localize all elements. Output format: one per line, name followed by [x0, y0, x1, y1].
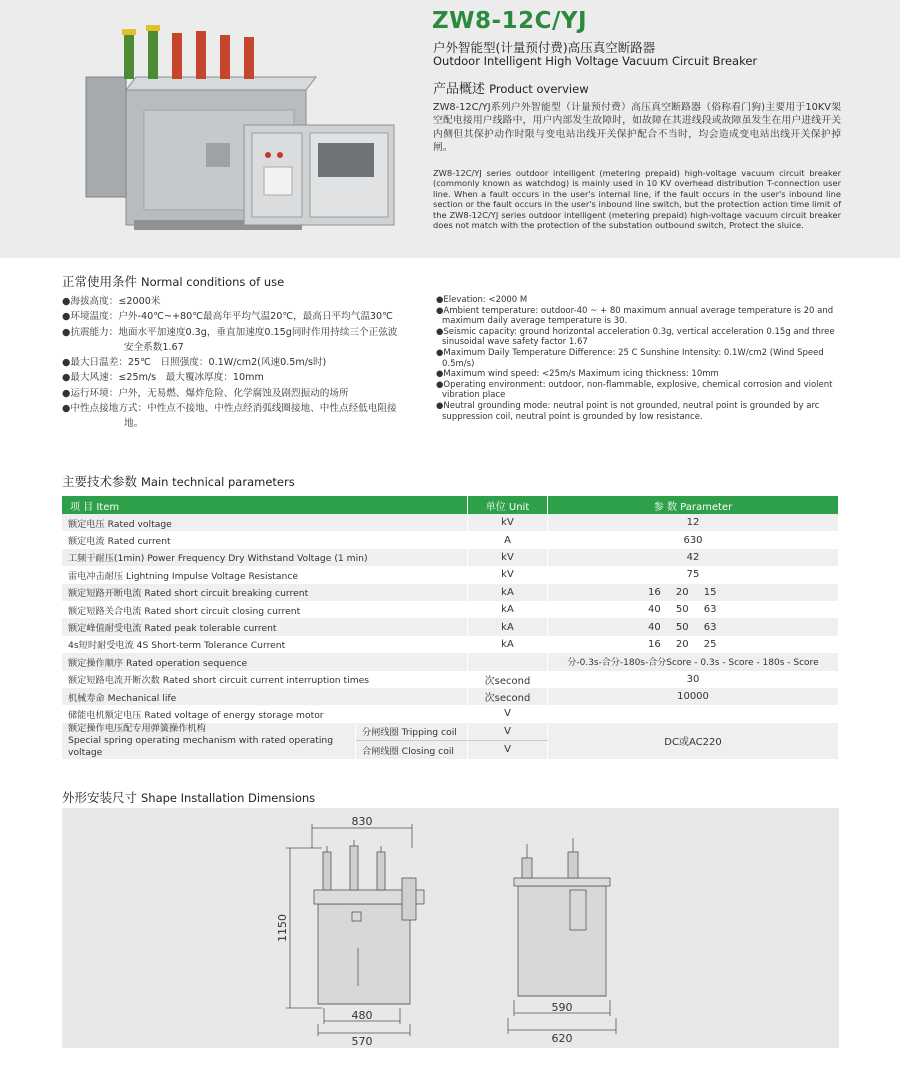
dimensions-heading	[62, 788, 315, 806]
mech-item-cn: 额定操作电压配专用弹簧操作机构	[68, 722, 206, 734]
table-row	[62, 723, 839, 741]
condition-item-en: ●Maximum Daily Temperature Difference: 25 C Sunshine Intensity: 0.1W/cm2 (Wind Speed 0.5m/s)	[436, 347, 824, 369]
row-value: 42	[548, 549, 839, 566]
dim-label-620: 620	[551, 1032, 573, 1045]
row-unit: kA	[468, 618, 548, 635]
row-value-text: 16 20 15	[648, 586, 717, 598]
row-value-text: 16 20 25	[648, 638, 717, 650]
row-item: 额定电流 Rated current	[62, 531, 468, 548]
condition-item-en: ●Neutral grounding mode: neutral point is not grounded, neutral point is grounded by arc suppression coil, neutral point is grounded by low resistance.	[436, 400, 820, 422]
dimension-svg	[62, 808, 839, 1048]
dim-label-480: 480	[351, 1009, 373, 1022]
row-item: 工频干耐压(1min) Power Frequency Dry Withstand Voltage (1 min)	[62, 549, 468, 566]
front-body	[318, 904, 410, 1004]
params-heading	[62, 472, 295, 490]
row-unit: 次second	[468, 688, 548, 705]
row-item: 额定峰值耐受电流 Rated peak tolerable current	[62, 618, 468, 635]
mech-item	[62, 723, 356, 759]
trip-coil-unit: V	[468, 723, 548, 741]
side-cover	[514, 878, 610, 886]
conditions-list-cn	[62, 294, 402, 432]
dimensions-heading-en: Shape Installation Dimensions	[141, 791, 316, 805]
table-row	[62, 514, 839, 531]
condition-item: ●环境温度：户外-40℃~+80℃最高年平均气温20℃，最高日平均气温30℃	[62, 311, 393, 323]
row-value: 12	[548, 514, 839, 531]
condition-item: ●抗震能力：地面水平加速度0.3g，垂直加速度0.15g同时作用持续三个正弦波安全系数1.67	[62, 326, 398, 353]
condition-item: ●运行环境：户外，无易燃、爆炸危险、化学腐蚀及剧烈振动的场所	[62, 387, 349, 399]
row-unit: 次second	[468, 671, 548, 688]
row-value: 10000	[548, 688, 839, 705]
params-heading-cn: 主要技术参数	[62, 474, 138, 489]
col-unit: 单位 Unit	[468, 496, 548, 514]
row-unit: kV	[468, 514, 548, 531]
dim-label-590: 590	[551, 1001, 573, 1014]
col-item: 项 目 Item	[62, 496, 468, 514]
col-value: 参 数 Parameter	[548, 496, 839, 514]
table-row	[62, 653, 839, 670]
table-row	[62, 671, 839, 688]
close-coil-label: 合闸线圈 Closing coil	[356, 741, 468, 759]
row-value	[548, 618, 839, 635]
table-row	[62, 566, 839, 583]
close-coil-unit: V	[468, 741, 548, 759]
row-value	[548, 705, 839, 722]
condition-item-en: ●Ambient temperature: outdoor-40 ~ + 80 maximum annual average temperature is 20 and maximum daily average temperature is 30.	[436, 305, 834, 327]
trip-coil-label: 分闸线圈 Tripping coil	[356, 723, 468, 741]
product-photo	[66, 15, 406, 240]
condition-item: ●最大风速：≤25m/s 最大覆冰厚度：10mm	[62, 372, 264, 384]
table-row	[62, 549, 839, 566]
row-item: 4s短时耐受电流 4S Short-term Tolerance Current	[62, 636, 468, 653]
conditions-list-en	[436, 295, 840, 422]
side-body	[518, 886, 606, 996]
front-side-box	[402, 878, 416, 920]
table-row	[62, 531, 839, 548]
subtitle-en: Outdoor Intelligent High Voltage Vacuum Circuit Breaker	[433, 54, 758, 68]
dim-label-1150: 1150	[276, 914, 289, 942]
row-unit: A	[468, 531, 548, 548]
row-item: 雷电冲击耐压 Lightning Impulse Voltage Resistance	[62, 566, 468, 583]
overview-text-en: ZW8-12C/YJ series outdoor intelligent (metering prepaid) high-voltage vacuum circuit breaker (commonly known as watchdog) is mainly used in 10 KV overhead distribution T-connection user line. When a fault occurs in the user's internal line, if the fault occurs in the user's inbound line section or the fault occurs in the user's inbound line switch, but the protection action time limit of the ZW8-12C/YJ series outdoor intelligent (metering prepaid) high-voltage vacuum circuit breaker does not match with the protection of the substation outbound switch, Protect the sluice.	[433, 168, 841, 231]
conditions-heading	[62, 272, 284, 290]
row-item: 机械寿命 Mechanical life	[62, 688, 468, 705]
row-item: 额定短路电流开断次数 Rated short circuit current interruption times	[62, 671, 468, 688]
condition-item: ●最大日温差：25℃ 日照强度：0.1W/cm2(风速0.5m/s时)	[62, 357, 327, 369]
overview-heading	[433, 78, 589, 97]
row-unit: V	[468, 705, 548, 722]
dimension-drawing	[62, 808, 839, 1048]
side-insulator-1	[522, 858, 532, 878]
params-table	[62, 496, 839, 759]
overview-text-cn: ZW8-12C/YJ系列户外智能型（计量预付费）高压真空断路器（俗称看门狗)主要用于10KV架空配电接用户线路中，用户内部发生故障时，如故障在其进线段或故障虽发生在用户进线开关内侧但其保护动作时限与变电站出线开关保护配合不当时，均会造成变电站出线开关保护掉闸。	[433, 102, 841, 153]
table-header-row	[62, 496, 839, 514]
header-band	[0, 0, 900, 258]
row-unit: kV	[468, 566, 548, 583]
table-row	[62, 601, 839, 618]
table-row	[62, 636, 839, 653]
row-value: 30	[548, 671, 839, 688]
row-item: 额定操作顺序 Rated operation sequence	[62, 653, 468, 670]
conditions-heading-cn: 正常使用条件	[62, 274, 138, 289]
mech-item-en: Special spring operating mechanism with rated operating voltage	[68, 734, 334, 758]
row-value	[548, 584, 839, 601]
overview-heading-cn: 产品概述	[433, 82, 486, 97]
row-value-text: 40 50 63	[648, 604, 717, 616]
row-unit: kA	[468, 601, 548, 618]
dim-label-570: 570	[351, 1035, 373, 1048]
row-unit	[468, 653, 548, 670]
row-item: 额定短路开断电流 Rated short circuit breaking current	[62, 584, 468, 601]
params-heading-en: Main technical parameters	[141, 475, 295, 489]
condition-item: ●海拔高度：≤2000米	[62, 296, 161, 307]
side-insulator-2	[568, 852, 578, 878]
row-unit: kA	[468, 584, 548, 601]
row-item: 额定电压 Rated voltage	[62, 514, 468, 531]
row-item: 额定短路关合电流 Rated short circuit closing current	[62, 601, 468, 618]
condition-item-en: ●Operating environment: outdoor, non-flammable, explosive, chemical corrosion and violent vibration place	[436, 379, 833, 401]
table-row	[62, 688, 839, 705]
row-value: 630	[548, 531, 839, 548]
condition-item: ●中性点接地方式：中性点不接地、中性点经消弧线圈接地、中性点经低电阻接地。	[62, 403, 397, 430]
dim-label-830: 830	[351, 815, 373, 828]
row-value	[548, 636, 839, 653]
row-value-text: 40 50 63	[648, 621, 717, 633]
row-unit: kA	[468, 636, 548, 653]
row-value: 75	[548, 566, 839, 583]
condition-item-en: ●Maximum wind speed: <25m/s Maximum icing thickness: 10mm	[436, 369, 719, 380]
table-row	[62, 584, 839, 601]
row-unit: kV	[468, 549, 548, 566]
front-insulators	[323, 840, 385, 890]
table-row	[62, 705, 839, 722]
table-row	[62, 618, 839, 635]
row-item: 储能电机额定电压 Rated voltage of energy storage motor	[62, 705, 468, 722]
product-title: ZW8-12C/YJ	[432, 8, 588, 34]
condition-item-en: ●Elevation: <2000 M	[436, 295, 528, 305]
condition-item-en: ●Seismic capacity: ground horizontal acceleration 0.3g, vertical acceleration 0.15g and three sinusoidal wave safety factor 1.67	[436, 326, 835, 348]
dimensions-heading-cn: 外形安装尺寸	[62, 790, 138, 805]
subtitle-cn: 户外智能型(计量预付费)高压真空断路器	[433, 40, 656, 55]
row-value: 分-0.3s-合分-180s-合分Score - 0.3s - Score - 180s - Score	[548, 653, 839, 670]
conditions-heading-en: Normal conditions of use	[141, 275, 285, 289]
mech-value: DC或AC220	[548, 723, 839, 759]
overview-heading-en: Product overview	[489, 82, 589, 96]
row-value	[548, 601, 839, 618]
